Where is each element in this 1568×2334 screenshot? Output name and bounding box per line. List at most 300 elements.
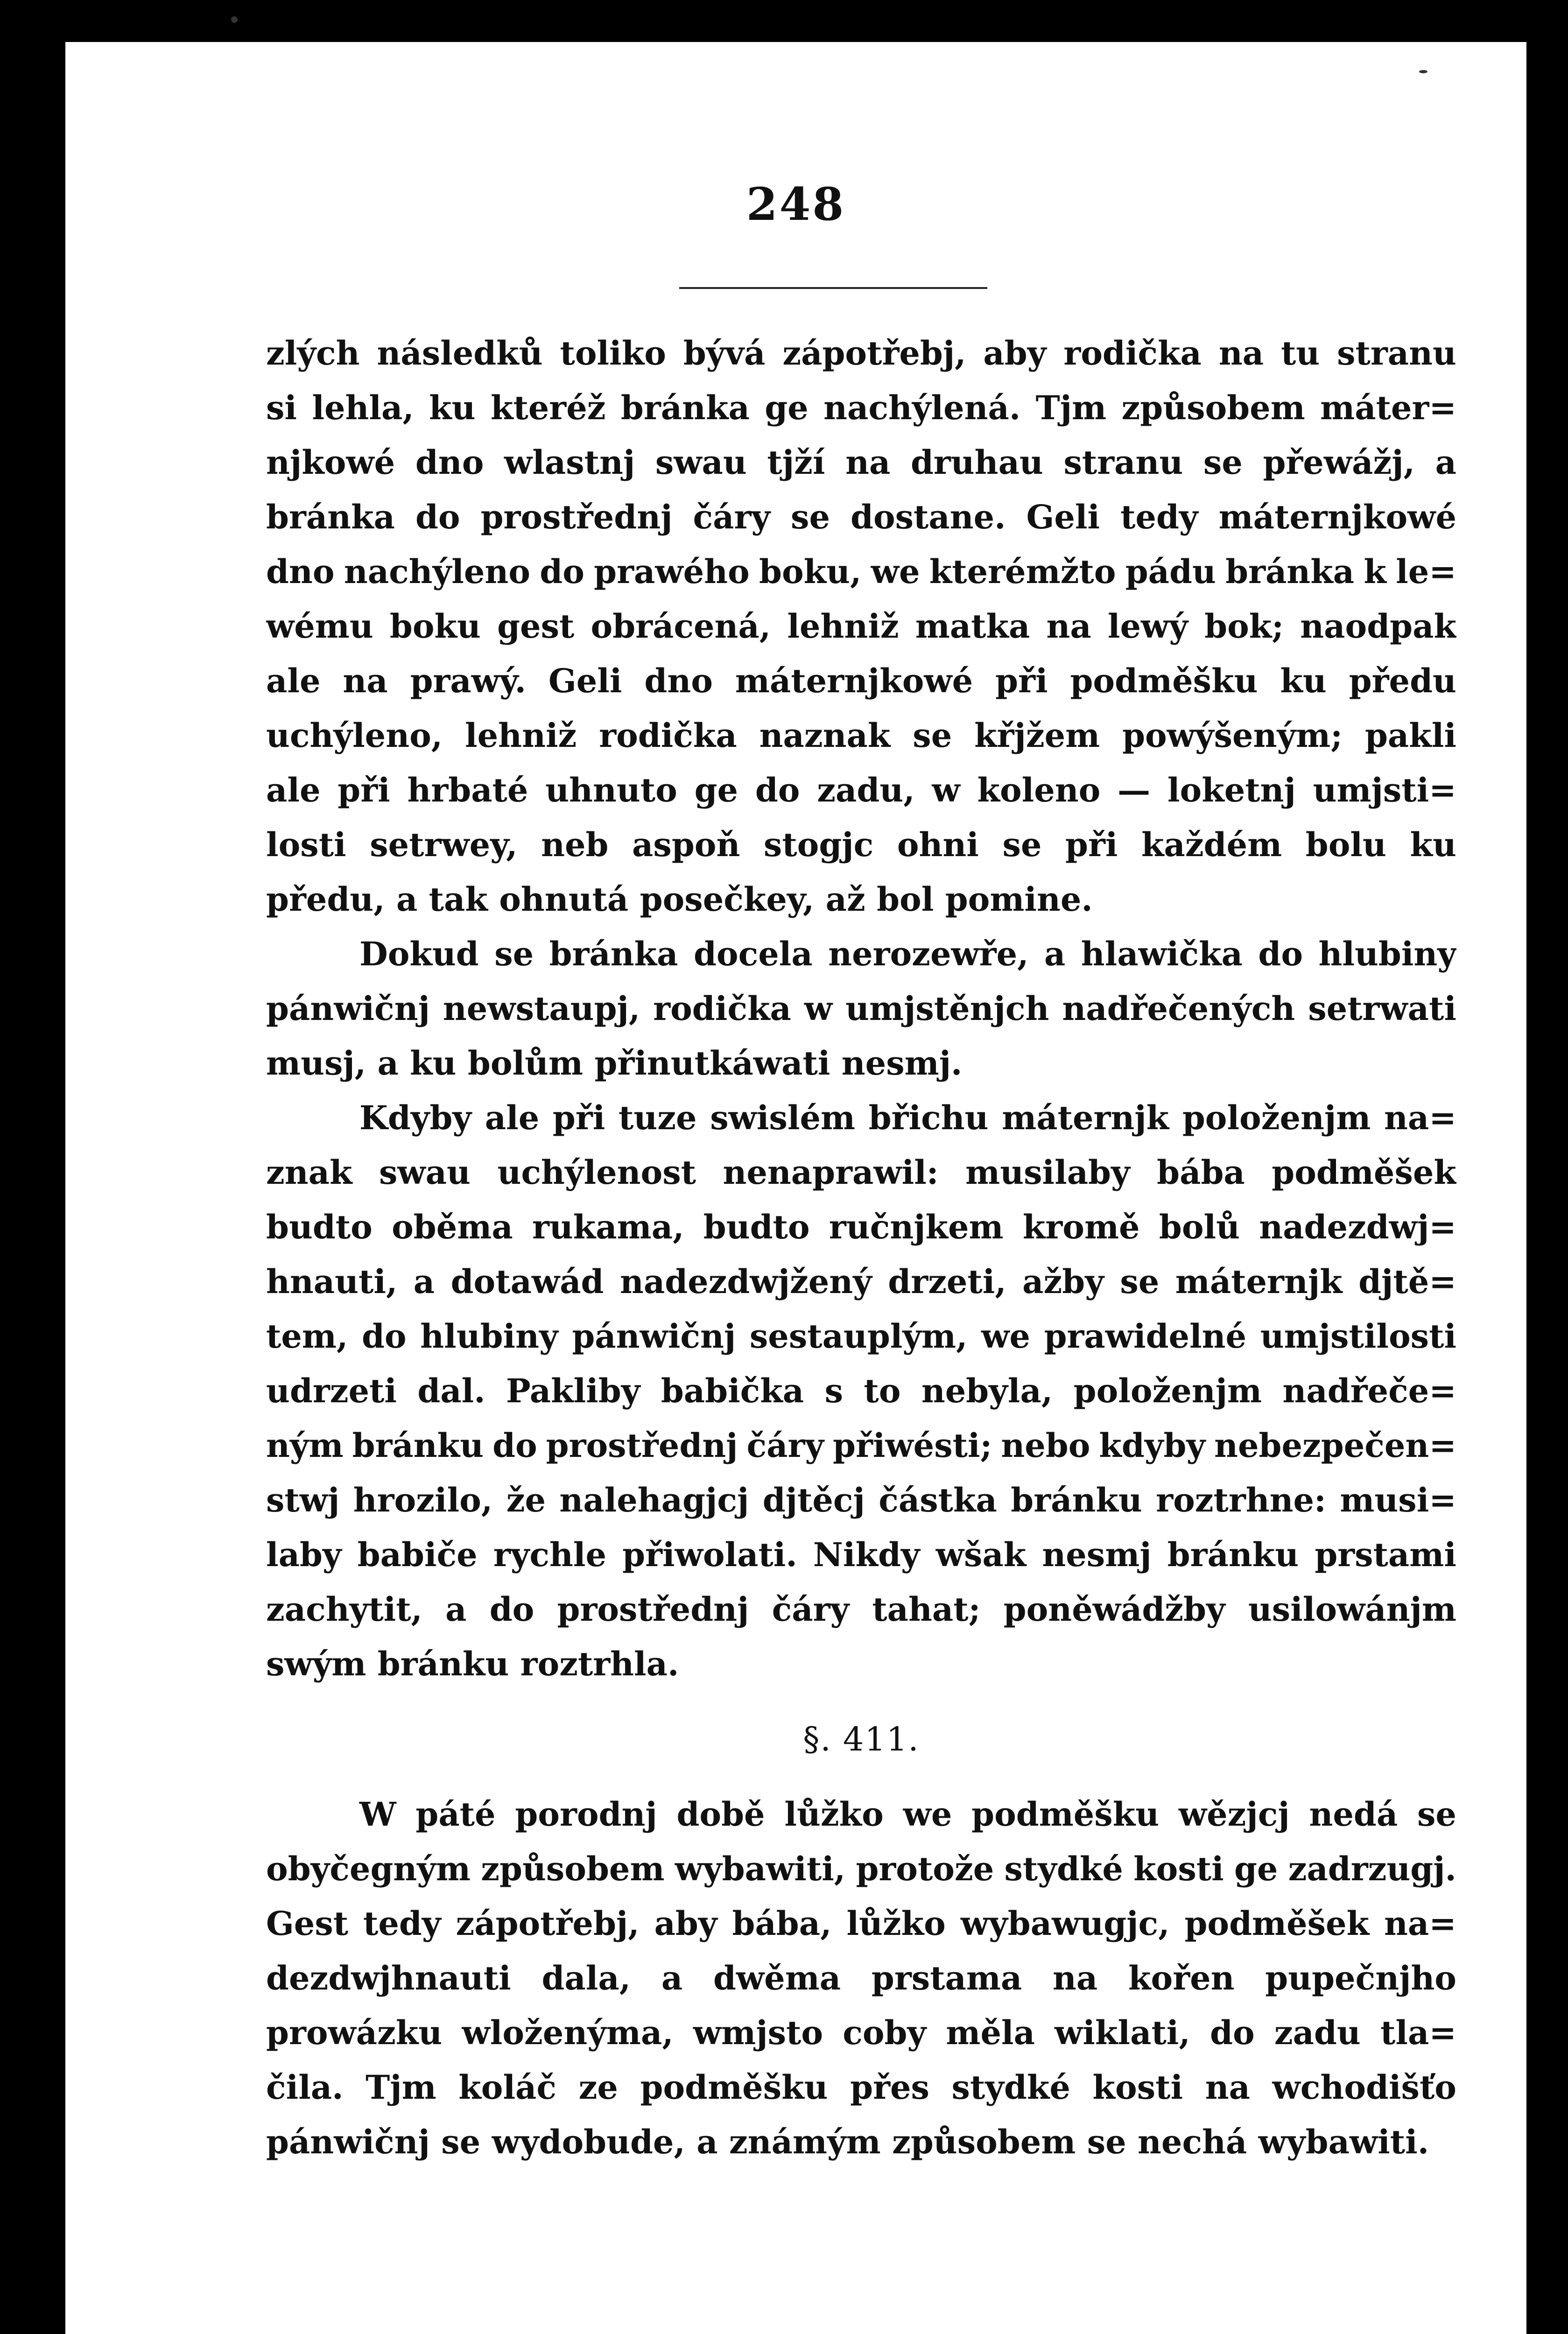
word: tla= [1380, 2013, 1456, 2052]
word: na= [1384, 1098, 1456, 1137]
word: pánwičnj [572, 1317, 736, 1356]
text-line [266, 1309, 1456, 1364]
word: zadu [1274, 2013, 1361, 2052]
word: bolu [1305, 825, 1386, 864]
word: poněwádžby [1003, 1590, 1225, 1629]
word: při [1065, 825, 1118, 864]
word: coby [843, 2013, 927, 2052]
word: dala, [541, 1959, 631, 1997]
word: obyčegným [266, 1849, 471, 1888]
word: setrwey, [370, 825, 518, 864]
word: znak [266, 1153, 352, 1192]
text-line: swým bránku roztrhla. [266, 1645, 679, 1683]
word: do [540, 552, 584, 591]
word: bába, [732, 1904, 832, 1943]
text-line [266, 435, 1456, 490]
word: prstama [871, 1959, 1022, 1997]
page-sheet [65, 42, 1526, 2334]
word: stogjc [763, 825, 874, 864]
word: při [552, 1098, 605, 1137]
word: prowázku [266, 2013, 443, 2052]
word: tem, [266, 1317, 348, 1356]
word: Geli [1026, 498, 1100, 536]
word: nadezdwj= [1259, 1208, 1456, 1246]
word: boku [389, 607, 481, 646]
word: tjží [767, 443, 825, 482]
word: podměšku [1070, 661, 1258, 700]
word: prostřednj [480, 498, 673, 536]
word: máternjk [1175, 1262, 1343, 1301]
word: ale [485, 1098, 540, 1137]
word: — [1118, 771, 1151, 809]
text-line [266, 1896, 1456, 1951]
word: máternjkowé [1218, 498, 1456, 536]
word: máternjk [1002, 1098, 1169, 1137]
text-line [266, 1090, 1456, 1145]
word: prstami [1315, 1535, 1456, 1574]
word: drzeti, [888, 1262, 1006, 1301]
word: wězjcj [1178, 1795, 1290, 1834]
word: podměšku [640, 2068, 828, 2107]
word: Dokud [359, 935, 479, 973]
word: Nikdy [813, 1535, 920, 1574]
word: musi= [1340, 1481, 1456, 1519]
word: to [864, 1371, 901, 1410]
word: hrbaté [407, 771, 528, 809]
word: se [1120, 1262, 1160, 1301]
word: a [1435, 443, 1456, 482]
word: zadu, [817, 771, 915, 809]
word: uhnuto [545, 771, 677, 809]
word: nesmj [1042, 1535, 1152, 1574]
word: pádu [1125, 552, 1216, 591]
word: bolů [1159, 1208, 1240, 1246]
word: hlawička [1081, 935, 1243, 973]
text-line [266, 1200, 1456, 1254]
text-line [266, 927, 1456, 981]
word: tuze [619, 1098, 697, 1137]
word: tedy [1120, 498, 1198, 536]
text-line [266, 2005, 1456, 2060]
word: prawého [594, 552, 750, 591]
word: ným [266, 1426, 344, 1465]
word: a [661, 1959, 683, 1997]
word: lewý [1107, 607, 1188, 646]
text-line [266, 1473, 1456, 1527]
text-line [266, 1145, 1456, 1200]
word: na [845, 443, 891, 482]
word: aby [983, 334, 1047, 373]
word: zápotřebj, [456, 1904, 640, 1943]
word: nebyla, [921, 1371, 1053, 1410]
word: wlastnj [504, 443, 635, 482]
word: babiče [357, 1535, 478, 1574]
body-text [266, 326, 1456, 2169]
word: ze [578, 2068, 618, 2107]
word: přewážj, [1263, 443, 1415, 482]
text-line [266, 1842, 1456, 1896]
word: bývá [683, 334, 766, 373]
word: we [981, 1317, 1030, 1356]
word: do [361, 1317, 407, 1356]
word: newstaupj, [443, 989, 640, 1028]
word: powýšeným; [1122, 716, 1343, 755]
word: dwěma [713, 1959, 841, 1997]
word: do [492, 1426, 537, 1465]
word: pakli [1364, 716, 1456, 755]
word: boku, [759, 552, 862, 591]
word: podměšek [1272, 1153, 1456, 1192]
word: kromě [1022, 1208, 1140, 1246]
word: částka [879, 1481, 997, 1519]
word: nachýlená. [823, 388, 1021, 427]
word: matka [915, 607, 1030, 646]
word: podměšku [971, 1795, 1160, 1834]
word: wchodišťo [1272, 2068, 1456, 2107]
word: ale [266, 661, 321, 700]
word: umjstěnjch [845, 989, 1049, 1028]
header-rule [679, 287, 987, 289]
word: na [1046, 607, 1091, 646]
word: máter= [1320, 388, 1456, 427]
word: djtěcj [762, 1481, 865, 1519]
word: a [1044, 935, 1066, 973]
word: bránka [549, 935, 678, 973]
word: wloženýma, [462, 2013, 674, 2052]
word: nadezdwjžený [619, 1262, 872, 1301]
text-line: pánwičnj se wydobude, a známým způsobem se nechá wybawiti. [266, 2123, 1429, 2161]
word: babička [661, 1371, 804, 1410]
word: dezdwjhnauti [266, 1959, 511, 1997]
word: loketnj [1167, 771, 1296, 809]
word: Geli [548, 661, 622, 700]
word: při [995, 661, 1048, 700]
word: do [1210, 2013, 1255, 2052]
word: koláč [458, 2068, 557, 2107]
word: zlých [266, 334, 360, 373]
word: se [913, 716, 952, 755]
word: swislém [710, 1098, 856, 1137]
word: swau [655, 443, 747, 482]
ink-speck [1419, 70, 1427, 73]
word: wému [266, 607, 373, 646]
word: přiwésti; [833, 1426, 992, 1465]
word: hrozilo, [353, 1481, 493, 1519]
word: kteréž [490, 388, 606, 427]
word: dno [644, 661, 713, 700]
word: lehla, [312, 388, 414, 427]
word: a [413, 1262, 435, 1301]
word: podměšek [1184, 1904, 1370, 1943]
word: ručnjkem [829, 1208, 1004, 1246]
word: koleno [977, 771, 1101, 809]
word: prawidelné [1044, 1317, 1247, 1356]
text-line [266, 544, 1456, 599]
word: toliko [560, 334, 666, 373]
word: stwj [266, 1481, 340, 1519]
word: na [1053, 1959, 1098, 1997]
word: k [1364, 552, 1386, 591]
word: rukama, [532, 1208, 684, 1246]
word: tahat; [872, 1590, 981, 1629]
word: ku [1280, 661, 1327, 700]
word: bránku [1011, 1481, 1142, 1519]
word: Tjm [1035, 388, 1107, 427]
word: uchýlenost [497, 1153, 696, 1192]
word: ge [694, 771, 738, 809]
word: měla [946, 2013, 1035, 2052]
word: rychle [493, 1535, 607, 1574]
word: umjsti= [1313, 771, 1456, 809]
word: nenaprawil: [723, 1153, 939, 1192]
word: máternjkowé [735, 661, 973, 700]
word: porodnj [515, 1795, 657, 1834]
word: druhau [910, 443, 1043, 482]
word: čáry [772, 1590, 850, 1629]
word: se [494, 935, 534, 973]
word: prostřednj [546, 1426, 738, 1465]
word: le= [1396, 552, 1456, 591]
text-line [266, 708, 1456, 763]
word: pupečnjho [1265, 1959, 1456, 1997]
text-line [266, 1527, 1456, 1582]
text-line [266, 599, 1456, 654]
word: se [1417, 1795, 1456, 1834]
word: w [932, 771, 960, 809]
word: při [338, 771, 390, 809]
word: předu [1349, 661, 1456, 700]
text-line [266, 380, 1456, 435]
word: bránka [620, 388, 750, 427]
word: páté [415, 1795, 496, 1834]
word: wmjsto [693, 2013, 823, 2052]
word: wybawugjc, [960, 1904, 1170, 1943]
word: naznak [759, 716, 891, 755]
word: čáry [746, 1426, 824, 1465]
word: bránku [352, 1426, 484, 1465]
ink-speck [231, 16, 238, 23]
word: čáry [693, 498, 771, 536]
word: se [1002, 825, 1042, 864]
word: Gest [266, 1904, 349, 1943]
word: laby [266, 1535, 342, 1574]
word: způsobem [1121, 388, 1305, 427]
word: nalehagjcj [559, 1481, 749, 1519]
word: naodpak [1300, 607, 1456, 646]
word: tedy [363, 1904, 441, 1943]
word: prostřednj [557, 1590, 749, 1629]
word: dostane. [851, 498, 1006, 536]
text-line [266, 763, 1456, 817]
word: njkowé [266, 443, 395, 482]
word: wšak [935, 1535, 1027, 1574]
word: we [871, 552, 920, 591]
word: Pakliby [506, 1371, 640, 1410]
word: a [445, 1590, 467, 1629]
word: do [755, 771, 800, 809]
word: ohni [897, 825, 979, 864]
word: dno [415, 443, 484, 482]
text-line [266, 326, 1456, 380]
word: do [1258, 935, 1303, 973]
word: položenjm [1182, 1098, 1371, 1137]
word: rodička [599, 716, 737, 755]
word: wiklati, [1055, 2013, 1190, 2052]
page-number: 248 [746, 178, 846, 231]
paragraph-p2 [266, 927, 1456, 1090]
word: budto [703, 1208, 810, 1246]
word: dal. [417, 1371, 485, 1410]
word: kdyby [1099, 1426, 1206, 1465]
text-line [266, 817, 1456, 872]
word: ge [1234, 1849, 1278, 1888]
text-line: předu, a tak ohnutá posečkey, až bol pomine. [266, 880, 1093, 919]
word: následků [377, 334, 543, 373]
paragraph-p4 [266, 1787, 1456, 2169]
word: břichu [868, 1098, 989, 1137]
section-heading: §. 411. [803, 1720, 920, 1758]
text-line [266, 1418, 1456, 1473]
word: hnauti, [266, 1262, 398, 1301]
word: dotawád [450, 1262, 604, 1301]
word: každém [1141, 825, 1282, 864]
word: přes [850, 2068, 929, 2107]
word: se [791, 498, 830, 536]
text-line [266, 1364, 1456, 1418]
word: tu [1280, 334, 1320, 373]
word: budto [266, 1208, 373, 1246]
word: čila. [266, 2068, 344, 2107]
word: nebo [1001, 1426, 1090, 1465]
word: s [824, 1371, 843, 1410]
word: lehniž [787, 607, 899, 646]
word: bok; [1204, 607, 1284, 646]
word: rodička [1063, 334, 1202, 373]
word: si [266, 388, 297, 427]
word: bránka [1225, 552, 1355, 591]
text-line [266, 1254, 1456, 1309]
word: wybawiti, [675, 1849, 846, 1888]
word: nadřeče= [1282, 1371, 1456, 1410]
word: usilowánjm [1248, 1590, 1456, 1629]
word: losti [266, 825, 346, 864]
word: ažby [1022, 1262, 1104, 1301]
word: nerozewře, [828, 935, 1029, 973]
word: ge [765, 388, 809, 427]
word: ku [429, 388, 476, 427]
text-line: musj, a ku bolům přinutkáwati nesmj. [266, 1044, 963, 1083]
word: we [903, 1795, 952, 1834]
word: stydké [951, 2068, 1070, 2107]
word: roztrhne: [1156, 1481, 1326, 1519]
word: dno [266, 552, 335, 591]
word: do [489, 1590, 534, 1629]
word: době [676, 1795, 765, 1834]
word: pánwičnj [266, 989, 430, 1028]
word: na [1205, 2068, 1250, 2107]
word: Kdyby [359, 1098, 472, 1137]
word: do [415, 498, 460, 536]
word: kosti [1133, 1849, 1224, 1888]
word: způsobem [481, 1849, 665, 1888]
paragraph-p3 [266, 1090, 1456, 1691]
text-line [266, 490, 1456, 544]
word: rodička [653, 989, 791, 1028]
word: djtě= [1358, 1262, 1456, 1301]
word: bránku [1167, 1535, 1299, 1574]
word: křjžem [974, 716, 1100, 755]
word: položenjm [1073, 1371, 1262, 1410]
word: nebezpečen= [1214, 1426, 1456, 1465]
text-line [266, 1787, 1456, 1842]
word: hlubiny [1318, 935, 1456, 973]
word: bránka [266, 498, 395, 536]
word: nachýleno [344, 552, 530, 591]
word: Tjm [366, 2068, 436, 2107]
text-line [266, 1951, 1456, 2005]
word: zachytit, [266, 1590, 422, 1629]
word: oběma [392, 1208, 513, 1246]
word: protože [856, 1849, 994, 1888]
word: na [343, 661, 388, 700]
word: aspoň [632, 825, 740, 864]
word: kořen [1128, 1959, 1235, 1997]
word: že [506, 1481, 546, 1519]
text-line [266, 2060, 1456, 2115]
word: se [1203, 443, 1243, 482]
word: zadrzugj. [1288, 1849, 1456, 1888]
word: udrzeti [266, 1371, 397, 1410]
word: kosti [1092, 2068, 1183, 2107]
word: aby [654, 1904, 717, 1943]
word: stranu [1063, 443, 1183, 482]
word: na= [1384, 1904, 1456, 1943]
text-line [266, 981, 1456, 1036]
word: nedá [1309, 1795, 1398, 1834]
word: lůžko [784, 1795, 884, 1834]
word: gest [497, 607, 575, 646]
word: stydké [1004, 1849, 1123, 1888]
word: kterémžto [929, 552, 1116, 591]
word: W [359, 1795, 396, 1834]
word: zápotřebj, [782, 334, 966, 373]
word: docela [693, 935, 813, 973]
text-line [266, 654, 1456, 708]
word: lůžko [846, 1904, 946, 1943]
word: w [804, 989, 833, 1028]
word: přiwolati. [622, 1535, 797, 1574]
text-line [266, 1582, 1456, 1637]
word: bába [1157, 1153, 1245, 1192]
word: obrácená, [591, 607, 771, 646]
word: uchýleno, [266, 716, 443, 755]
word: musilaby [965, 1153, 1130, 1192]
word: sestauplým, [749, 1317, 968, 1356]
word: lehniž [465, 716, 577, 755]
word: setrwati [1308, 989, 1456, 1028]
paragraph-p1 [266, 326, 1456, 927]
word: ku [1410, 825, 1456, 864]
word: neb [541, 825, 609, 864]
word: nadřečených [1062, 989, 1295, 1028]
word: ale [266, 771, 321, 809]
word: swau [379, 1153, 471, 1192]
word: stranu [1337, 334, 1456, 373]
word: hlubiny [420, 1317, 558, 1356]
word: prawý. [410, 661, 527, 700]
word: umjstilosti [1260, 1317, 1456, 1356]
word: na [1218, 334, 1264, 373]
